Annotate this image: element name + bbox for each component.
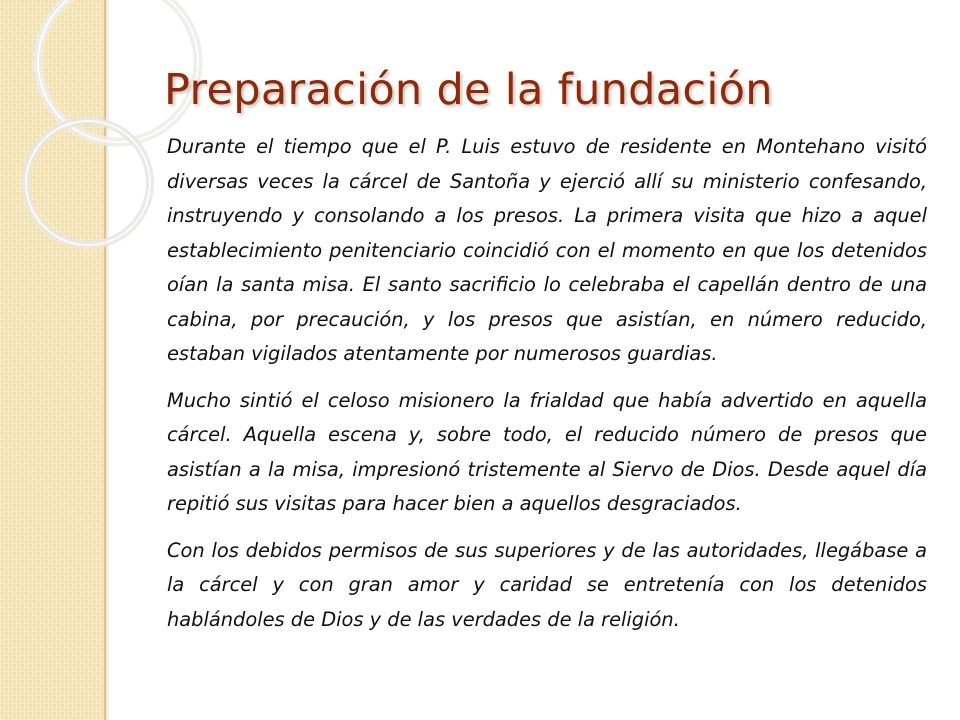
slide-body xyxy=(167,130,927,649)
body-paragraph-2: Mucho sintió el celoso misionero la frialdad que había advertido en aquella cárcel. Aquella escena y, sobre todo, el reducido número de presos que asistían a la misa, impresionó tristemente al Siervo de Dios. Desde aquel día repitió sus visitas para hacer bien a aquellos desgraciados. xyxy=(167,388,927,515)
body-paragraph-1: Durante el tiempo que el P. Luis estuvo de residente en Montehano visitó diversas veces la cárcel de Santoña y ejerció allí su ministerio confesando, instruyendo y consolando a los presos. La primera visita que hizo a aquel establecimiento penitenciario coincidió con el momento en que los detenidos oían la santa misa. El santo sacrificio lo celebraba el capellán dentro de una cabina, por precaución, y los presos que asistían, en número reducido, estaban vigilados atentamente por numerosos guardias. xyxy=(167,135,927,365)
body-paragraph-3: Con los debidos permisos de sus superiores y de las autoridades, llegábase a la cárcel y con gran amor y caridad se entretenía con los detenidos hablándoles de Dios y de las verdades de la religión. xyxy=(167,538,927,631)
decorative-sidebar xyxy=(0,0,106,720)
sidebar-edge-shadow xyxy=(106,0,110,720)
slide-title: Preparación de la fundación xyxy=(164,65,773,115)
